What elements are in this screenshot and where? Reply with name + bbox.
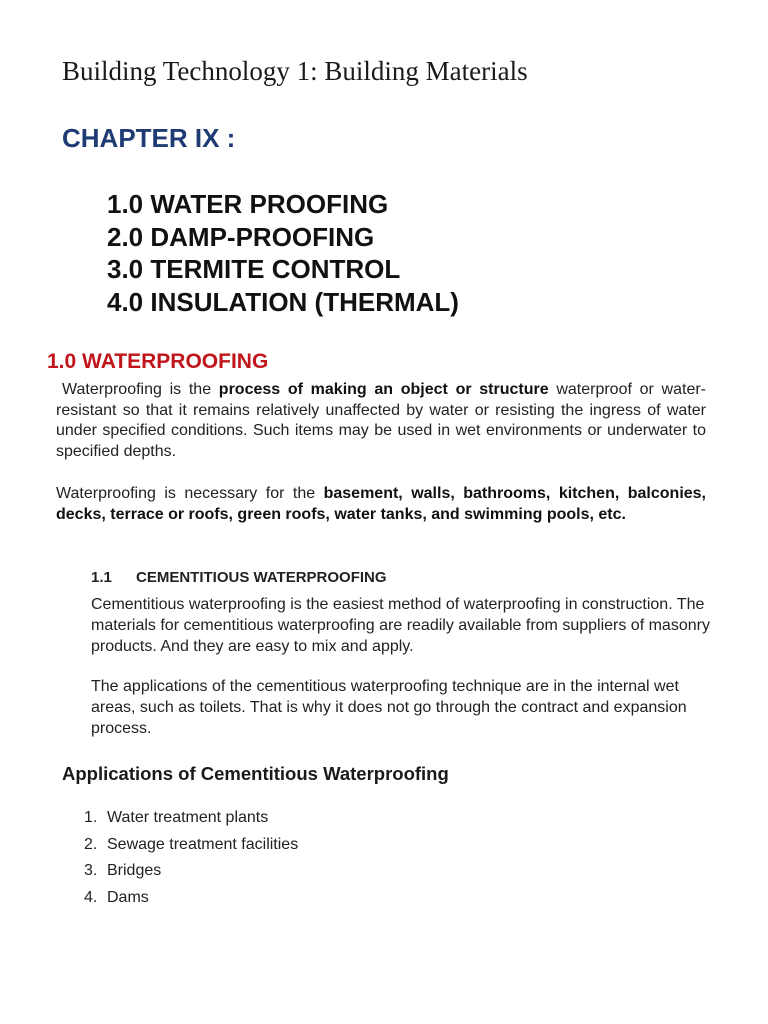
subsection-heading <box>91 569 387 586</box>
contents-item: 2.0 DAMP-PROOFING <box>107 221 375 252</box>
list-text: Water treatment plants <box>107 809 269 826</box>
chapter-contents-list <box>107 188 459 318</box>
cementitious-paragraph: Cementitious waterproofing is the easiest method of waterproofing in construction. The materials for cementitious waterproofing are readily available from suppliers of masonry products. And they are easy to mix and apply. <box>91 596 710 655</box>
applications-heading: Applications of Cementitious Waterproofing <box>62 763 449 784</box>
cementitious-applications-paragraph: The applications of the cementitious waterproofing technique are in the internal wet areas, such as toilets. That is why it does not go through the contract and expansion process. <box>91 678 687 737</box>
waterproofing-definition-paragraph <box>56 380 706 462</box>
waterproofing-uses-paragraph <box>56 484 706 525</box>
list-text: Bridges <box>107 862 162 879</box>
paragraph-text: Waterproofing is necessary for the <box>56 485 324 502</box>
list-number: 2. <box>84 835 98 853</box>
list-number: 4. <box>84 888 98 906</box>
list-item <box>84 858 298 885</box>
list-item <box>84 832 298 859</box>
applications-list <box>84 805 298 911</box>
list-text: Dams <box>107 888 149 906</box>
list-number: 1. <box>84 809 98 826</box>
document-title: Building Technology 1: Building Materials <box>62 56 528 86</box>
list-item <box>84 805 298 832</box>
list-text: Sewage treatment facilities <box>107 835 299 853</box>
contents-item: 4.0 INSULATION (THERMAL) <box>107 286 459 317</box>
subsection-title: CEMENTITIOUS WATERPROOFING <box>136 569 387 586</box>
section-heading: 1.0 WATERPROOFING <box>47 350 269 373</box>
chapter-heading: CHAPTER IX : <box>62 123 236 153</box>
paragraph-text: waterproof or water-resistant so that it remains relatively unaffected by water or resisting the ingress of water under specified conditions. Such items may be used in wet environments or underwater to specified depths. <box>56 381 707 460</box>
contents-item: 3.0 TERMITE CONTROL <box>107 254 401 284</box>
paragraph-emphasis: process of making an object or structure <box>218 381 549 398</box>
paragraph-emphasis: basement, walls, bathrooms, kitchen, balconies, decks, terrace or roofs, green roofs, water tanks, and swimming pools, etc. <box>56 485 707 523</box>
list-number: 3. <box>84 862 98 879</box>
subsection-number: 1.1 <box>91 569 112 586</box>
contents-item: 1.0 WATER PROOFING <box>107 189 389 219</box>
paragraph-text: Waterproofing is the <box>62 381 219 398</box>
list-item <box>84 885 298 912</box>
